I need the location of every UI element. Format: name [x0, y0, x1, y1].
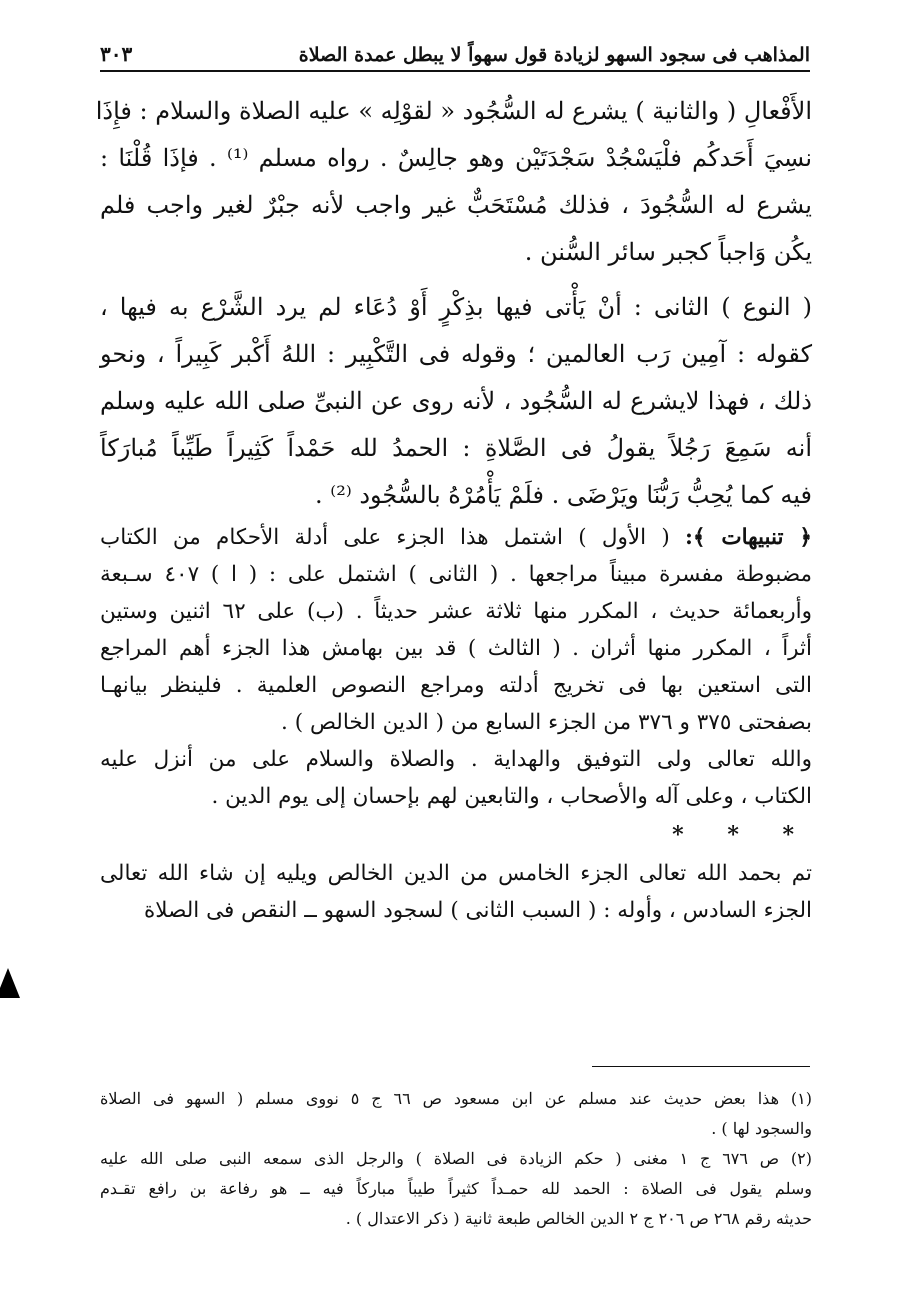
text-line: بصفحتى ٣٧٥ و ٣٧٦ من الجزء السابع من ( الدين الخالص ) . — [281, 710, 812, 735]
text-line: ذلك ، فهذا لايشرع له السُّجُود ، لأنه روى عن النبىِّ صلى الله عليه وسلم — [100, 387, 812, 415]
text-line: الجزء السادس ، وأوله : ( السبب الثانى ) لسجود السهو ــ النقص فى الصلاة — [144, 898, 812, 923]
text-line: والله تعالى ولى التوفيق والهداية . والصلاة والسلام على من أنزل عليه — [100, 747, 812, 772]
triangle-marker-icon — [0, 968, 20, 998]
text-line — [100, 519, 812, 556]
footnote-line: (١) هذا بعض حديث عند مسلم عن ابن مسعود ص ٦٦ ج ٥ نووى مسلم ( السهو فى الصلاة — [100, 1089, 813, 1108]
section-separator: * * * — [672, 822, 812, 848]
text-line: مضبوطة مفسرة مبيناً مراجعها . ( الثانى ) اشتمل على : ( ا ) ٤٠٧ سـبعة — [100, 562, 812, 587]
paragraph-1 — [95, 88, 812, 276]
footnote-line: (٢) ص ٦٧٦ ج ١ مغنى ( حكم الزيادة فى الصلاة ) والرجل الذى سمعه النبى صلى الله عليه — [100, 1149, 812, 1168]
paragraph-colophon — [100, 855, 812, 929]
notes-label: ﴿ تنبيهات ﴾: — [684, 525, 812, 550]
text-line: أثراً ، المكرر منها أثران . ( الثالث ) قد بين بهامش هذا الجزء أهم المراجع — [100, 636, 812, 661]
paragraph-notes — [100, 519, 812, 741]
running-header — [100, 30, 810, 72]
footnote-2 — [100, 1144, 812, 1234]
text-line: نسِيَ أَحَدكُم فلْيَسْجُدْ سَجْدَتَيْن وهو جالِسٌ . رواه مسلم ⁽¹⁾ . فإذَا قُلْنَا : — [100, 144, 812, 172]
footnote-1 — [100, 1084, 812, 1144]
text-line: يشرع له السُّجُودَ ، فذلك مُسْتَحَبٌّ غير واجب لأنه جبْرٌ لغير واجب فلم — [100, 191, 812, 219]
notes-first-line: ( الأول ) اشتمل هذا الجزء على أدلة الأحكام من الكتاب — [100, 525, 670, 550]
text-line: فيه كما يُحِبُّ رَبُّنَا ويَرْضَى . فلَمْ يَأْمُرْهُ بالسُّجُود ⁽²⁾ . — [315, 481, 812, 509]
footnotes — [100, 1084, 812, 1234]
text-line: الكتاب ، وعلى آله والأصحاب ، والتابعين لهم بإحسان إلى يوم الدين . — [211, 784, 812, 809]
text-line: وأربعمائة حديث ، المكرر منها ثلاثة عشر حديثاً . (ب) على ٦٢ اثنين وستين — [100, 599, 812, 624]
footnote-line: وسلم يقول فى الصلاة : الحمد لله حمـداً كثيراً طيباً مباركاً فيه ــ هو رفاعة بن رافع تقـدم — [100, 1179, 812, 1198]
text-line: كقوله : آمِين رَب العالمين ؛ وقوله فى التَّكْبِير : اللهُ أَكْبر كَبِيراً ، ونحو — [100, 340, 812, 368]
main-text — [95, 88, 812, 929]
header-title: المذاهب فى سجود السهو لزيادة قول سهواً لا يبطل عمدة الصلاة — [298, 44, 810, 66]
text-line: أنه سَمِعَ رَجُلاً يقولُ فى الصَّلاةِ : الحمدُ لله حَمْداً كَثِيراً طَيِّباً مُبارَكاً — [100, 434, 812, 462]
footnote-divider — [592, 1066, 810, 1067]
page-number: ٣٠٣ — [100, 42, 133, 66]
text-line: تم بحمد الله تعالى الجزء الخامس من الدين الخالص ويليه إن شاء الله تعالى — [100, 861, 812, 886]
text-line: الأَفْعالِ ( والثانية ) يشرع له السُّجُود « لقوْلِه » عليه الصلاة والسلام : فإِذَا — [95, 97, 812, 125]
text-line: يكُن وَاجباً كجبر سائر السُّنن . — [524, 238, 812, 266]
text-line: التى استعين بها فى تخريج أدلته ومراجع النصوص العلمية . فلينظر بيانهـا — [100, 673, 812, 698]
paragraph-2 — [100, 284, 812, 519]
text-line: ( النوع ) الثانى : أنْ يَأْتى فيها بذِكْرٍ أَوْ دُعَاء لم يرد الشَّرْع به فيها ، — [100, 293, 812, 321]
footnote-line: حديثه رقم ٢٦٨ ص ٢٠٦ ج ٢ الدين الخالص طبعة ثانية ( ذكر الاعتدال ) . — [345, 1209, 812, 1228]
paragraph-closing — [100, 741, 812, 815]
footnote-line: والسجود لها ) . — [711, 1119, 812, 1138]
